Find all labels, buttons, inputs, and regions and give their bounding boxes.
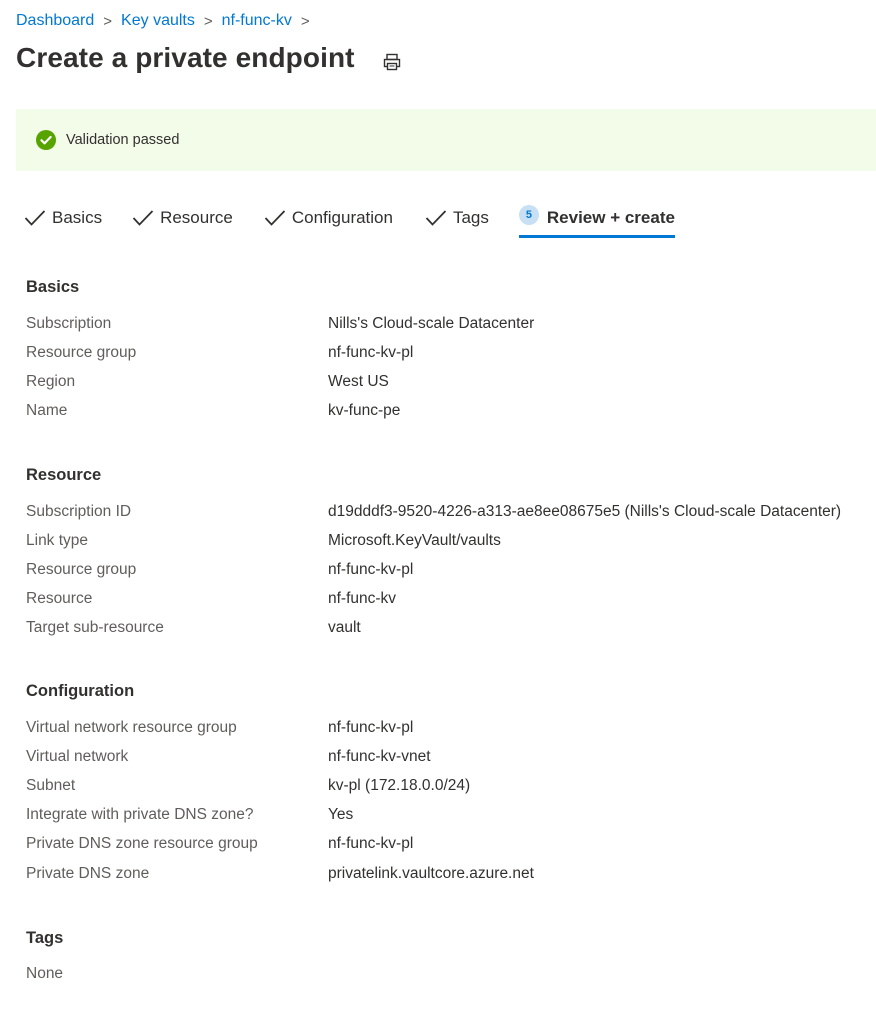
tab-configuration[interactable] — [264, 203, 393, 233]
breadcrumb-separator: > — [103, 12, 113, 30]
breadcrumb-separator: > — [203, 12, 213, 30]
field-value: Yes — [328, 806, 354, 823]
field-label: Resource group — [26, 561, 137, 578]
tab-label: Basics — [52, 208, 103, 227]
field-value: kv-func-pe — [328, 402, 401, 419]
tab-resource[interactable] — [132, 203, 233, 233]
field-value: nf-func-kv-pl — [328, 344, 414, 361]
field-label: Target sub-resource — [26, 619, 164, 636]
tab-label: Configuration — [291, 208, 393, 227]
breadcrumb-item-nf-func-kv[interactable]: nf-func-kv — [221, 12, 292, 29]
field-label: Virtual network resource group — [26, 719, 237, 736]
section-heading-basics: Basics — [26, 278, 80, 296]
breadcrumb-item-dashboard[interactable]: Dashboard — [16, 12, 95, 29]
tab-label: Review + create — [546, 208, 675, 227]
field-label: Link type — [26, 532, 89, 549]
field-label: Subscription ID — [26, 503, 132, 520]
field-value: nf-func-kv-vnet — [328, 748, 431, 765]
wizard-tabs — [24, 203, 675, 239]
tab-basics[interactable] — [24, 203, 102, 233]
breadcrumb — [16, 10, 319, 32]
field-value: nf-func-kv-pl — [328, 561, 414, 578]
validation-message: Validation passed — [66, 132, 180, 148]
field-value: West US — [328, 373, 389, 390]
field-label: Virtual network — [26, 748, 129, 765]
field-value: d19dddf3-9520-4226-a313-ae8ee08675e5 (Nills's Cloud-scale Datacenter) — [328, 503, 842, 520]
field-label: Resource — [26, 590, 93, 607]
field-label: Resource group — [26, 344, 137, 361]
field-value: nf-func-kv — [328, 590, 397, 607]
section-heading-tags: Tags — [26, 929, 64, 947]
field-label: Subscription — [26, 315, 112, 332]
step-number-badge: 5 — [519, 205, 539, 225]
field-value: vault — [328, 619, 361, 636]
field-value: Nills's Cloud-scale Datacenter — [328, 315, 535, 332]
field-label: Subnet — [26, 777, 76, 794]
checkmark-icon — [264, 209, 286, 227]
checkmark-icon — [24, 209, 46, 227]
breadcrumb-separator: > — [300, 12, 310, 30]
field-value: privatelink.vaultcore.azure.net — [328, 865, 534, 882]
field-label: Region — [26, 373, 76, 390]
field-value: kv-pl (172.18.0.0/24) — [328, 777, 471, 794]
tab-label: Resource — [160, 208, 233, 227]
page-title: Create a private endpoint — [16, 42, 355, 73]
field-label: Private DNS zone — [26, 865, 150, 882]
field-value: Microsoft.KeyVault/vaults — [328, 532, 501, 549]
field-value: nf-func-kv-pl — [328, 719, 414, 736]
field-label: Name — [26, 402, 68, 419]
validation-banner — [16, 109, 876, 171]
tab-tags[interactable] — [425, 203, 489, 233]
field-label: Integrate with private DNS zone? — [26, 806, 254, 823]
tags-none-text: None — [26, 965, 64, 982]
breadcrumb-item-key-vaults[interactable]: Key vaults — [121, 12, 195, 29]
check-circle-icon — [36, 130, 56, 150]
section-heading-resource: Resource — [26, 466, 102, 484]
field-value: nf-func-kv-pl — [328, 835, 414, 852]
checkmark-icon — [425, 209, 447, 227]
print-icon[interactable] — [382, 52, 402, 72]
field-label: Private DNS zone resource group — [26, 835, 258, 852]
checkmark-icon — [132, 209, 154, 227]
section-heading-configuration: Configuration — [26, 682, 135, 700]
tab-review-create[interactable] — [519, 203, 675, 233]
tab-label: Tags — [452, 208, 489, 227]
